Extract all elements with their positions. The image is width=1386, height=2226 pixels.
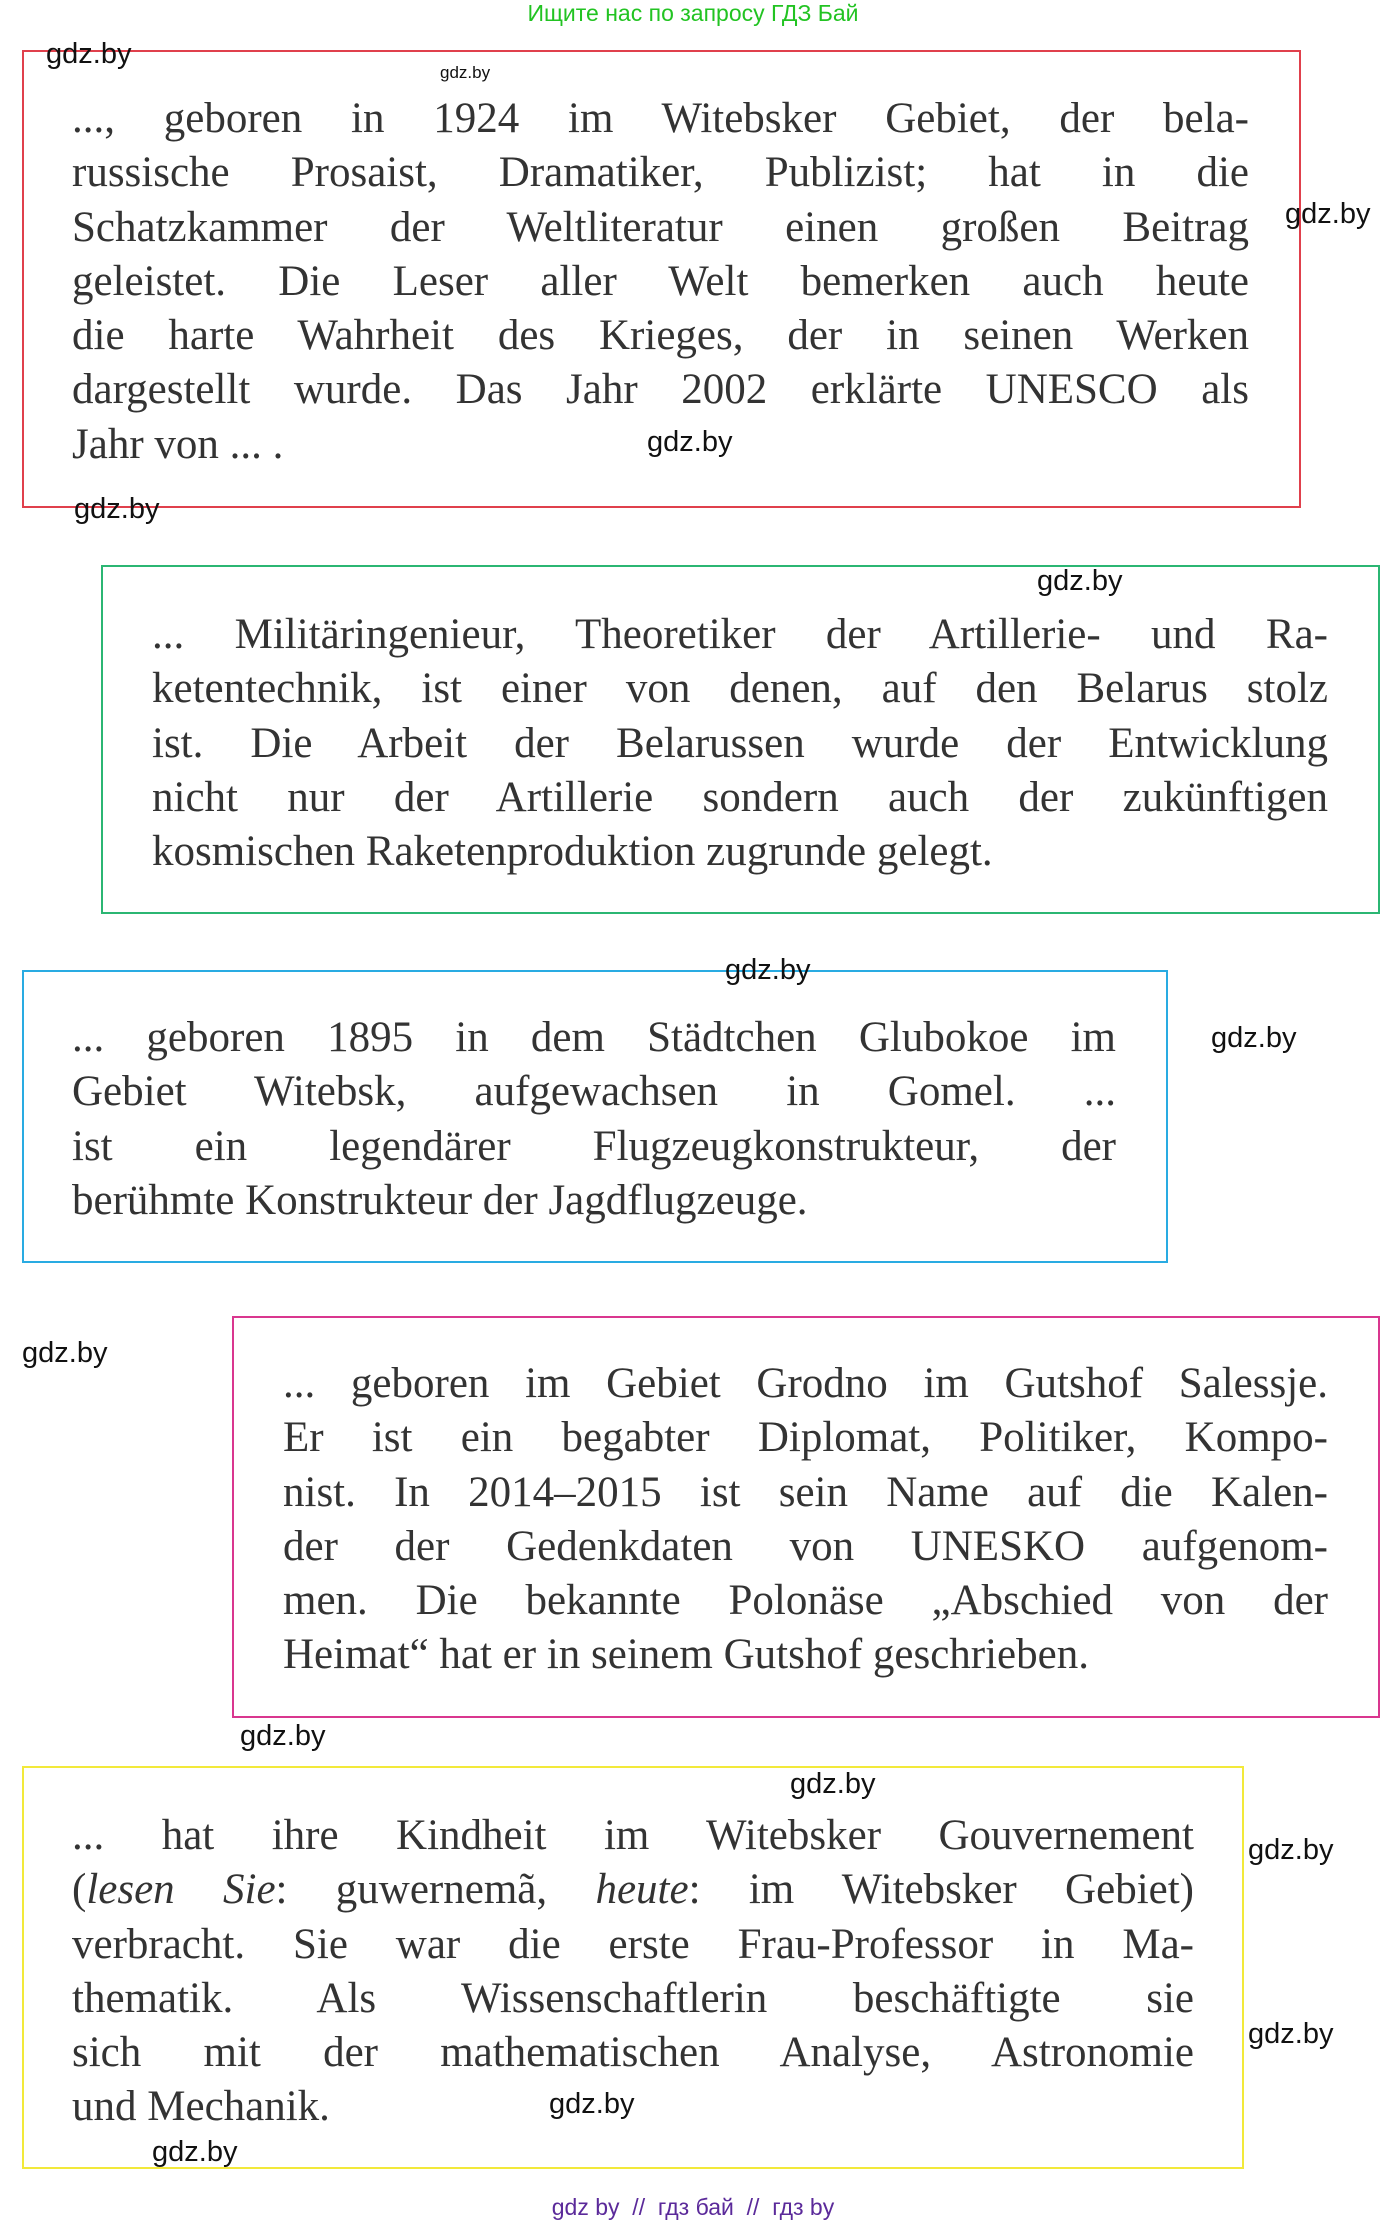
text-line: men. Die bekannte Polonäse „Abschied von der — [283, 1577, 1328, 1625]
text-fragment: ( — [72, 1866, 87, 1914]
paragraph-1 — [72, 92, 1249, 472]
watermark: gdz.by — [1037, 565, 1123, 597]
italic-fragment: lesen Sie — [86, 1866, 276, 1914]
text-line: Heimat“ hat er in seinem Gutshof geschrieben. — [283, 1631, 1089, 1679]
text-line: die harte Wahrheit des Krieges, der in seinen Werken — [72, 312, 1249, 360]
text-fragment: : guwernemã, — [275, 1866, 596, 1914]
watermark: gdz.by — [1285, 198, 1371, 230]
text-line: ... geboren im Gebiet Grodno im Gutshof Salessje. — [283, 1360, 1328, 1407]
watermark: gdz.by — [74, 493, 160, 525]
watermark: gdz.by — [1211, 1022, 1297, 1054]
paragraph-5 — [72, 1809, 1194, 2135]
text-line — [72, 1863, 1194, 1917]
text-line: geleistet. Die Leser aller Welt bemerken auch heute — [72, 257, 1249, 305]
text-line: kosmischen Raketenproduktion zugrunde gelegt. — [152, 828, 993, 876]
text-line: Gebiet Witebsk, aufgewachsen in Gomel. ... — [72, 1068, 1116, 1116]
text-line: Jahr von ... . — [72, 420, 284, 468]
text-line: Schatzkammer der Weltliteratur einen großen Beitrag — [72, 203, 1249, 251]
header-note: Ищите нас по запросу ГДЗ Бай — [527, 0, 859, 26]
watermark: gdz.by — [1248, 2018, 1334, 2050]
watermark: gdz.by — [240, 1720, 326, 1752]
text-line: ... Militäringenieur, Theoretiker der Artillerie- und Ra- — [152, 611, 1328, 658]
paragraph-2 — [152, 608, 1328, 879]
text-line: ist ein legendärer Flugzeugkonstrukteur, der — [72, 1122, 1116, 1170]
watermark: gdz.by — [22, 1337, 108, 1369]
text-line: russische Prosaist, Dramatiker, Publizist; hat in die — [72, 149, 1249, 197]
watermark: gdz.by — [152, 2136, 238, 2168]
watermark: gdz.by — [1248, 1834, 1334, 1866]
watermark: gdz.by — [790, 1768, 876, 1800]
text-line: und Mechanik. — [72, 2083, 330, 2131]
text-line: nicht nur der Artillerie sondern auch der zukünftigen — [152, 773, 1328, 821]
text-fragment: : im Witebsker Gebiet) — [688, 1866, 1194, 1914]
watermark: gdz.by — [440, 63, 491, 82]
italic-fragment: heute — [595, 1866, 689, 1914]
footer-note: gdz by // гдз бай // гдз by — [551, 2194, 835, 2220]
text-line: der der Gedenkdaten von UNESKO aufgenom- — [283, 1522, 1328, 1570]
watermark: gdz.by — [549, 2088, 635, 2120]
watermark: gdz.by — [46, 38, 132, 70]
text-line: ..., geboren in 1924 im Witebsker Gebiet, der bela- — [72, 95, 1249, 142]
text-line: ... geboren 1895 in dem Städtchen Glubokoe im — [72, 1014, 1116, 1061]
text-line: sich mit der mathematischen Analyse, Astronomie — [72, 2029, 1194, 2077]
paragraph-4 — [283, 1357, 1328, 1683]
paragraph-3 — [72, 1011, 1116, 1228]
text-line: ... hat ihre Kindheit im Witebsker Gouvernement — [72, 1812, 1194, 1859]
text-line: verbracht. Sie war die erste Frau-Professor in Ma- — [72, 1920, 1194, 1968]
watermark: gdz.by — [725, 954, 811, 986]
text-line: dargestellt wurde. Das Jahr 2002 erklärte UNESCO als — [72, 366, 1249, 414]
text-line: nist. In 2014–2015 ist sein Name auf die Kalen- — [283, 1468, 1328, 1516]
text-line: ketentechnik, ist einer von denen, auf den Belarus stolz — [152, 665, 1328, 713]
text-line: thematik. Als Wissenschaftlerin beschäftigte sie — [72, 1974, 1194, 2022]
watermark: gdz.by — [647, 426, 733, 458]
text-line: Er ist ein begabter Diplomat, Politiker, Kompo- — [283, 1414, 1328, 1462]
text-line: ist. Die Arbeit der Belarussen wurde der Entwicklung — [152, 719, 1328, 767]
text-line: berühmte Konstrukteur der Jagdflugzeuge. — [72, 1176, 808, 1224]
